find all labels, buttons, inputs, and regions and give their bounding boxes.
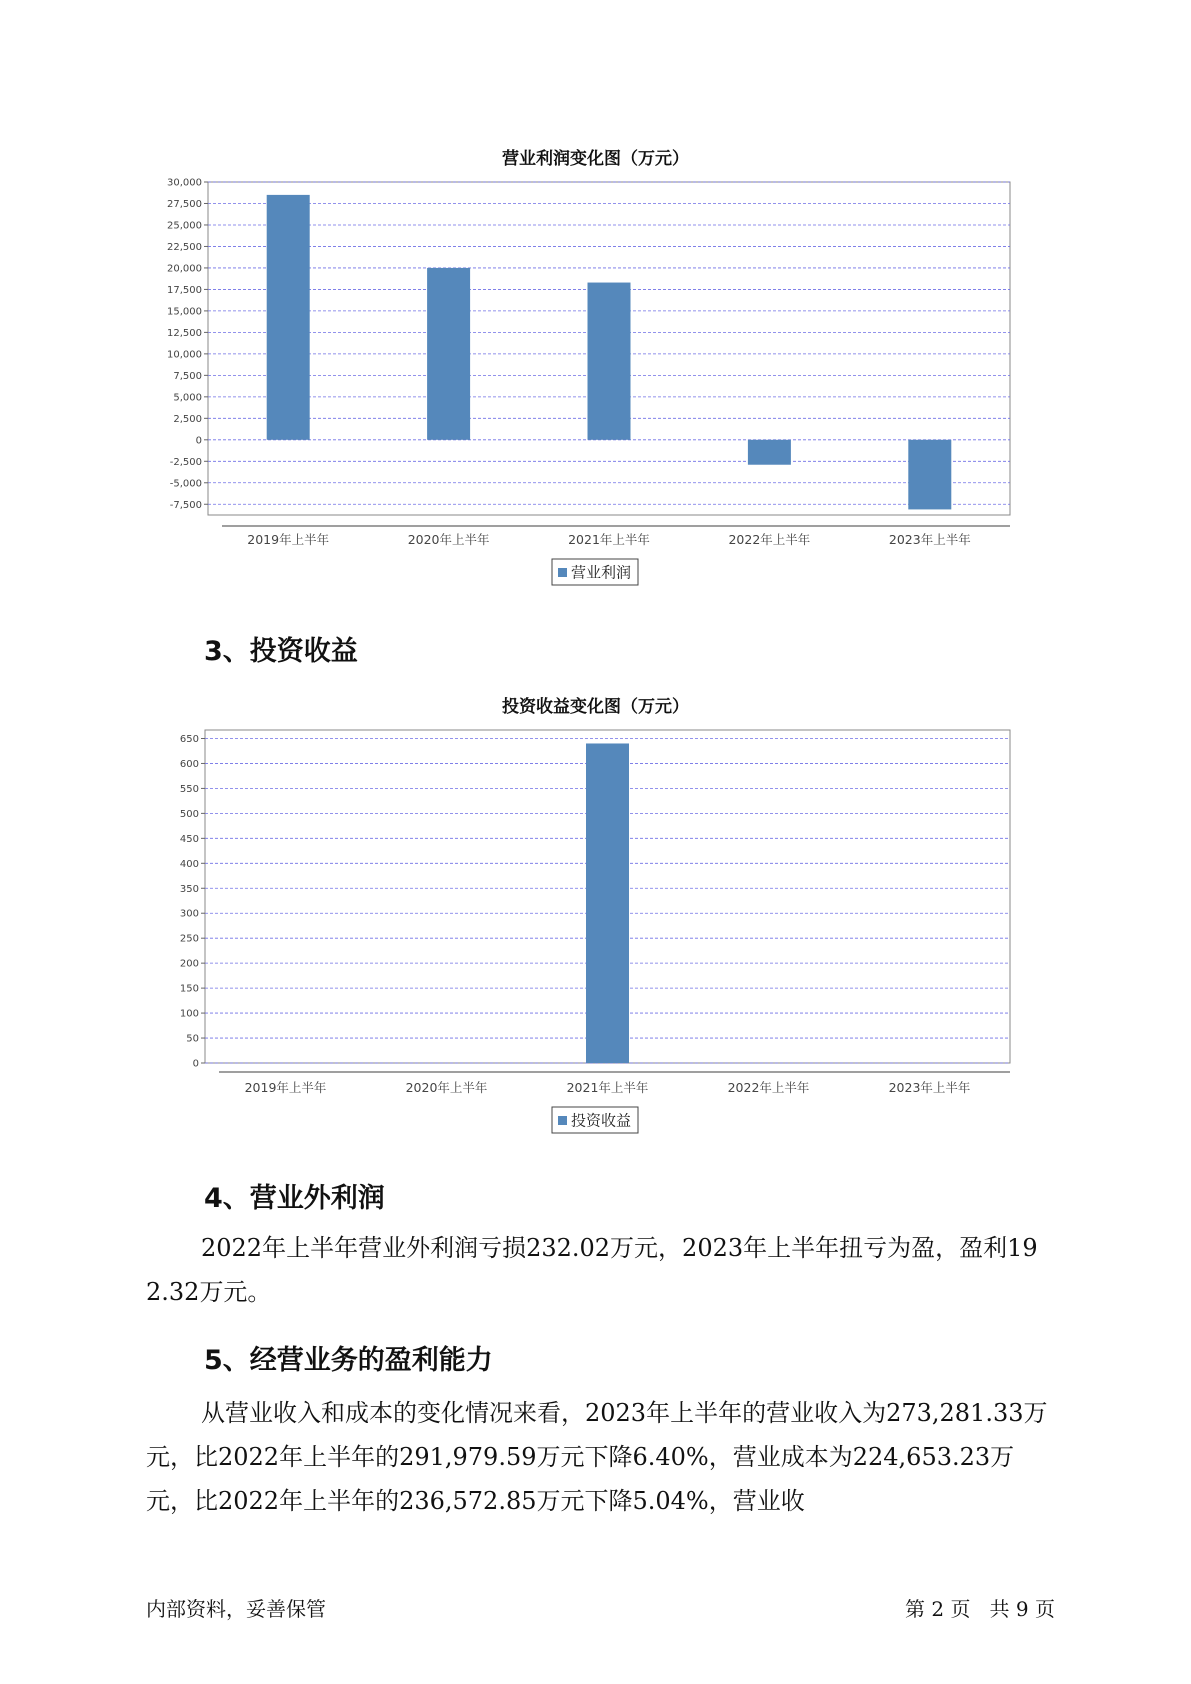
y-tick-label: 350	[179, 883, 199, 895]
y-tick-label: 15,000	[167, 306, 202, 318]
y-tick-label: 22,500	[167, 241, 202, 253]
y-tick-label: 200	[179, 958, 199, 970]
x-tick-label: 2021年上半年	[566, 1080, 649, 1095]
x-tick-label: 2022年上半年	[727, 1080, 810, 1095]
y-tick-label: 27,500	[167, 198, 202, 210]
y-tick-label: 300	[179, 908, 199, 920]
y-tick-label: 2,500	[173, 413, 202, 425]
y-tick-label: 150	[179, 983, 199, 995]
y-tick-label: 12,500	[167, 327, 202, 339]
y-tick-label: 25,000	[167, 220, 202, 232]
legend-label: 营业利润	[571, 563, 632, 582]
section-5-paragraph: 从营业收入和成本的变化情况来看，2023年上半年的营业收入为273,281.33万元，比2022年上半年的291,979.59万元下降6.40%，营业成本为224,653.23万元，比2022年上半年的236,572.85万元下降5.04%，营业收	[146, 1399, 1048, 1515]
x-tick-label: 2020年上半年	[405, 1080, 488, 1095]
legend-swatch	[558, 1116, 567, 1125]
y-tick-label: 30,000	[167, 177, 202, 189]
y-tick-label: 400	[179, 858, 199, 870]
y-tick-label: -5,000	[169, 478, 202, 490]
y-tick-label: 0	[195, 435, 202, 447]
x-tick-label: 2023年上半年	[888, 1080, 971, 1095]
y-tick-label: 250	[179, 933, 199, 945]
y-tick-label: -7,500	[169, 499, 202, 511]
footer-left: 内部资料，妥善保管	[146, 1597, 326, 1621]
y-tick-label: 550	[179, 783, 199, 795]
y-tick-label: 600	[179, 758, 199, 770]
x-tick-label: 2022年上半年	[728, 532, 811, 547]
y-tick-label: 10,000	[167, 349, 202, 361]
x-tick-label: 2020年上半年	[407, 532, 490, 547]
legend-label: 投资收益	[571, 1111, 632, 1130]
investment-income-chart-title: 投资收益变化图（万元）	[502, 697, 689, 717]
y-tick-label: 650	[179, 733, 199, 745]
y-tick-label: 7,500	[173, 370, 202, 382]
y-tick-label: 100	[179, 1008, 199, 1020]
y-tick-label: 5,000	[173, 392, 202, 404]
y-tick-label: -2,500	[169, 456, 202, 468]
y-tick-label: 500	[179, 808, 199, 820]
bar	[586, 743, 629, 1063]
x-tick-label: 2019年上半年	[247, 532, 330, 547]
y-tick-label: 450	[179, 833, 199, 845]
y-tick-label: 17,500	[167, 284, 202, 296]
y-tick-label: 0	[192, 1058, 199, 1070]
y-tick-label: 50	[186, 1033, 199, 1045]
x-tick-label: 2023年上半年	[888, 532, 971, 547]
section-3-heading: 3、投资收益	[204, 636, 358, 667]
x-tick-label: 2019年上半年	[244, 1080, 327, 1095]
y-tick-label: 20,000	[167, 263, 202, 275]
section-4-paragraph: 2022年上半年营业外利润亏损232.02万元，2023年上半年扭亏为盈，盈利192.32万元。	[146, 1234, 1038, 1306]
x-tick-label: 2021年上半年	[568, 532, 650, 547]
section-5-heading: 5、经营业务的盈利能力	[204, 1345, 493, 1376]
footer-right: 第 2 页 共 9 页	[905, 1597, 1055, 1621]
operating-profit-chart-title: 营业利润变化图（万元）	[502, 149, 689, 169]
section-4-heading: 4、营业外利润	[204, 1183, 385, 1214]
